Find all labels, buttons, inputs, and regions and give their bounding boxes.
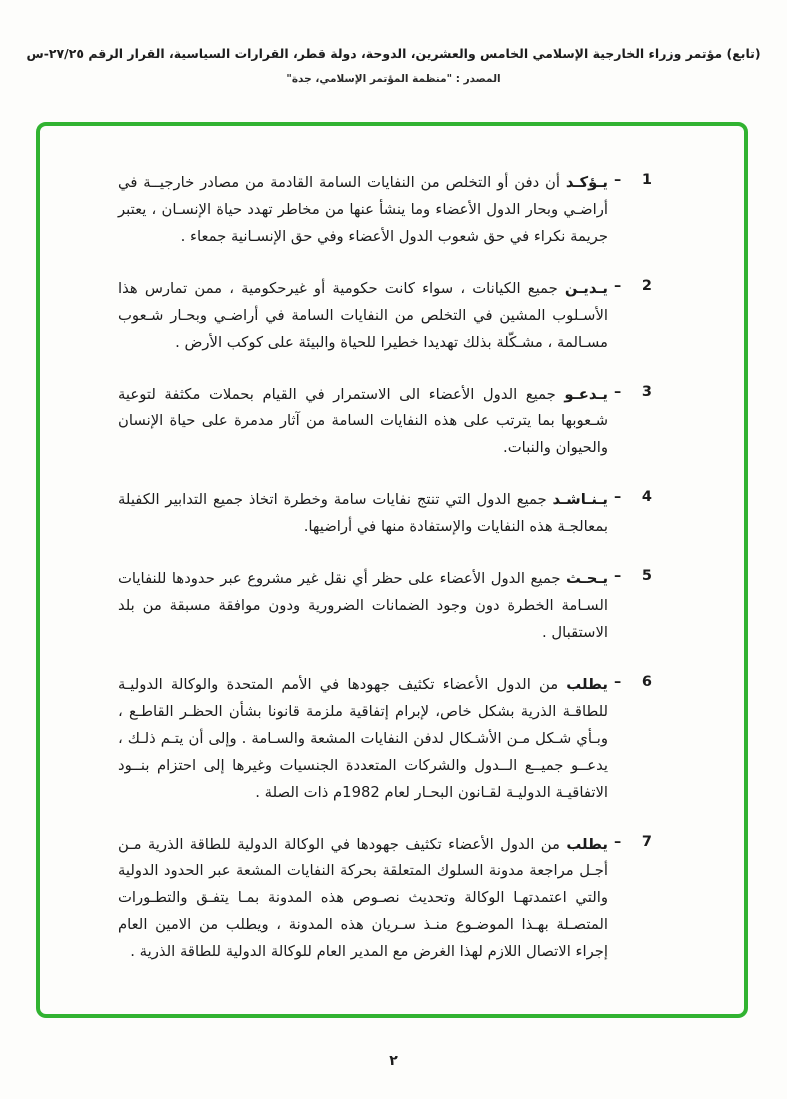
highlight-border-box: [36, 122, 748, 1018]
item-number-value: 2: [641, 277, 652, 294]
item-paragraph: أن دفن أو التخلص من النفايات السامة القادمة من مصادر خارجيــة في أراضـي وبحار الدول الأعضاء وما ينشأ عنها من مخاطر تهدد حياة الإنسـان ، يعتبر جريمة نكراء في حق شعوب الدول الأعضاء وفي حق الإنسـانية جمعاء .: [118, 174, 608, 245]
item-number-dash: –: [614, 277, 622, 294]
item-lead-word: يـديـن: [564, 279, 608, 297]
item-lead-word: يـنـاشـد: [552, 491, 608, 509]
item-number-dash: –: [614, 833, 622, 850]
item-number: [608, 487, 652, 541]
item-number-value: 5: [641, 568, 652, 585]
item-text: [118, 170, 608, 251]
resolution-item: [118, 487, 652, 541]
item-number: [608, 672, 652, 807]
page-number: ٢: [389, 1053, 398, 1069]
item-paragraph: من الدول الأعضاء تكثيف جهودها في الأمم المتحدة والوكالة الدوليـة للطاقـة الذرية بشكل خاص، لإبرام إتفاقية ملزمة قانونا بشأن الحظـر القاطـع ، وبـأي شـكل مـن الأشـكال لدفن النفايات المشعة والسـامة . وإلى أن يتـم ذلـك ، يدعــو جميــع الــدول والشركات المتعددة الجنسيات وغيرها إلى احتزام بنــود الاتفاقيـة الدوليـة لقـانون البحـار لعام 1982م ذات الصلة .: [118, 675, 608, 801]
resolution-item: [118, 170, 652, 251]
resolution-body: [40, 126, 744, 986]
item-lead-word: يـدعـو: [564, 385, 608, 403]
item-paragraph: من الدول الأعضاء تكثيف جهودها في الوكالة الدولية للطاقة الذرية مـن أجـل مراجعة مدونة السلوك المتعلقة بحركة النفايات المشعة عبر الحدود الدولية والتي اعتمدتهـا الوكالة وتحديث نصـوص هذه المدونة بمـا يتفـق والتطـورات المتصـلة بهـذا الموضـوع منـذ سـريان هذه المدونة ، ويطلب من الامين العام إجراء الاتصال اللازم لهذا الغرض مع المدير العام للوكالة الدولية للطاقة الذرية .: [118, 835, 608, 961]
item-number-value: 4: [641, 489, 652, 506]
item-lead-word: يـؤكـد: [565, 174, 608, 191]
item-number: [608, 382, 652, 463]
item-text: [118, 566, 608, 647]
item-number: [608, 566, 652, 647]
item-number: [608, 170, 652, 251]
item-number-dash: –: [614, 489, 622, 506]
resolution-item: [118, 276, 652, 357]
item-paragraph: جميع الدول الأعضاء الى الاستمرار في القيام بحملات مكثفة لتوعية شـعوبها بما يترتب على هذه النفايات السامة من آثار مدمرة على حياة الإنسان والحيوان والنبات.: [118, 385, 608, 457]
item-number: [608, 832, 652, 967]
document-header: [0, 46, 787, 85]
document-title: (تابع) مؤتمر وزراء الخارجية الإسلامي الخامس والعشرين، الدوحة، دولة قطر، القرارات السياسية، القرار الرقم ٢٧/٢٥-س: [26, 46, 761, 61]
item-text: [118, 382, 608, 463]
item-number-dash: –: [614, 383, 622, 400]
resolution-item: [118, 832, 652, 967]
resolution-item: [118, 566, 652, 647]
item-lead-word: يطلب: [566, 835, 608, 853]
item-text: [118, 832, 608, 967]
item-paragraph: جميع الكيانات ، سواء كانت حكومية أو غيرحكومية ، ممن تمارس هذا الأسـلوب المشين في التخلص من النفايات السامة في أراضـي وبحـار شـعوب مسـالمة ، مشـكّلة بذلك تهديدا خطيرا للحياة والبيئة على كوكب الأرض .: [118, 279, 608, 351]
item-paragraph: جميع الدول الأعضاء على حظر أي نقل غير مشروع عبر حدودها للنفايات السـامة الخطرة دون وجود الضمانات الضرورية ودون موافقة مسبقة من بلد الاستقبال .: [118, 570, 608, 641]
item-number-value: 6: [641, 673, 652, 690]
resolution-item: [118, 672, 652, 807]
item-text: [118, 672, 608, 807]
resolution-item: [118, 382, 652, 463]
item-number-dash: –: [614, 673, 622, 690]
item-number-value: 1: [641, 172, 652, 188]
document-source: المصدر : "منظمة المؤتمر الإسلامي، جدة": [286, 73, 501, 85]
item-number: [608, 276, 652, 357]
item-number-dash: –: [614, 172, 622, 188]
item-number-value: 7: [641, 833, 652, 850]
item-paragraph: جميع الدول التي تنتج نفايات سامة وخطرة اتخاذ جميع التدابير الكفيلة بمعالجـة هذه النفايات والإستفادة منها في أراضيها.: [118, 491, 608, 536]
item-text: [118, 487, 608, 541]
item-lead-word: يـحـث: [566, 570, 608, 588]
item-lead-word: يطلب: [566, 675, 608, 693]
item-number-value: 3: [641, 383, 652, 400]
item-text: [118, 276, 608, 357]
item-number-dash: –: [614, 568, 622, 585]
